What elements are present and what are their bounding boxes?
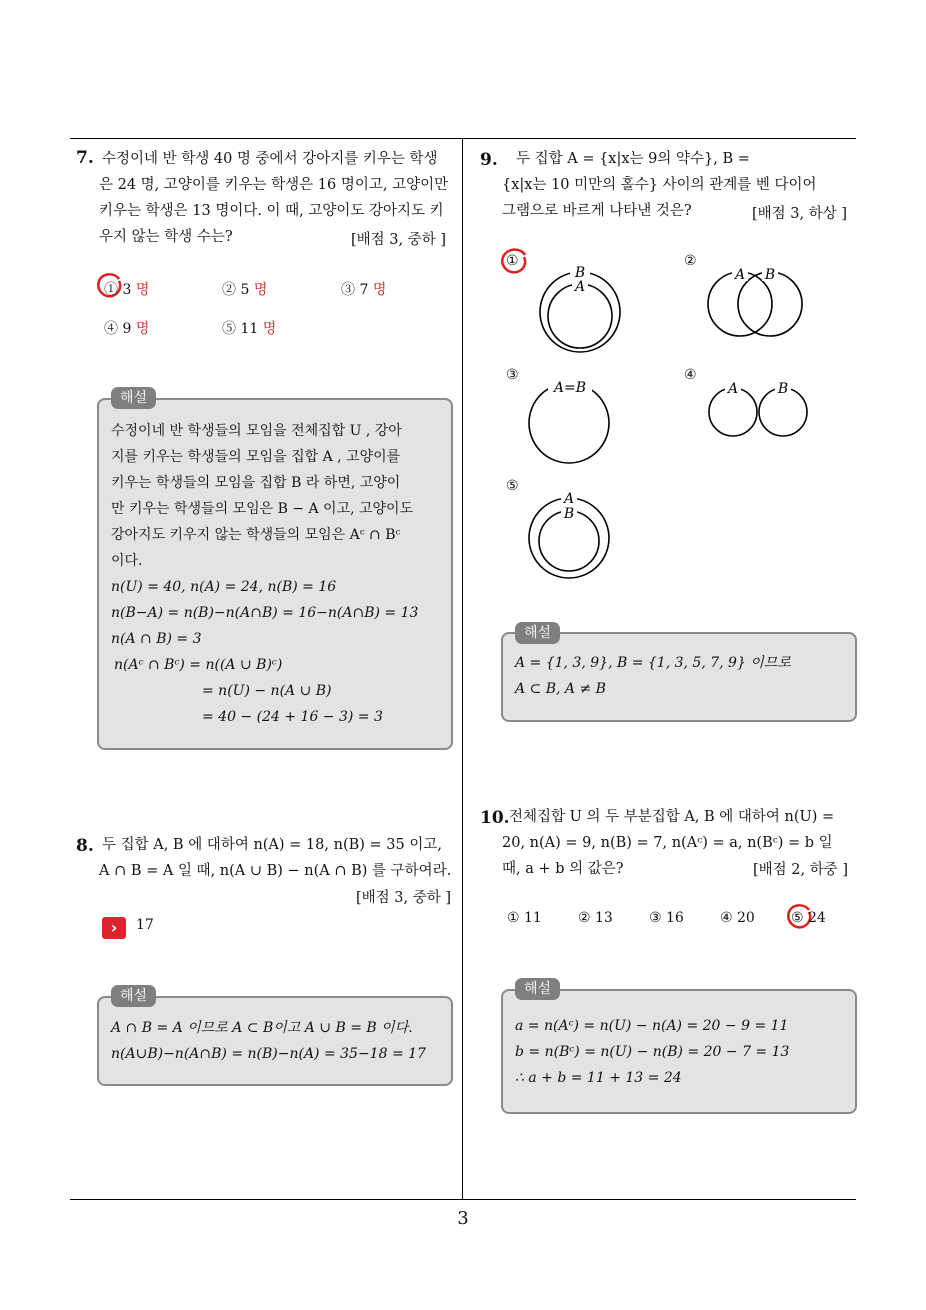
- option-3-mark[interactable]: ③: [506, 367, 519, 383]
- option-4-mark[interactable]: ④: [684, 367, 697, 383]
- question-text-line: 전체집합 U 의 두 부분집합 A, B 에 대하여 n(U) =: [509, 809, 835, 825]
- question-text-line: {x|x는 10 미만의 홀수} 사이의 관계를 벤 다이어: [502, 177, 817, 193]
- solution-tag: 해설: [515, 978, 560, 1000]
- choice-2[interactable]: [222, 279, 267, 299]
- solution-line: 이다.: [111, 553, 143, 569]
- question-text-line: 그램으로 바르게 나타낸 것은?: [502, 203, 692, 219]
- choice-value: 11: [524, 910, 542, 926]
- solution-line: a = n(Aᶜ) = n(U) − n(A) = 20 − 9 = 11: [515, 1018, 789, 1034]
- solution-line: = n(U) − n(A ∪ B): [202, 683, 332, 699]
- choice-value: 7: [359, 282, 369, 298]
- question-text-line: 두 집합 A, B 에 대하여 n(A) = 18, n(B) = 35 이고,: [102, 837, 442, 853]
- question-text-line: 은 24 명, 고양이를 키우는 학생은 16 명이고, 고양이만: [99, 177, 449, 193]
- choice-unit: 명: [135, 282, 150, 298]
- question-text-line: 수정이네 반 학생 40 명 중에서 강아지를 키우는 학생: [102, 151, 438, 167]
- choice-1[interactable]: [507, 910, 542, 926]
- set-label: A: [574, 279, 586, 295]
- set-label: B: [563, 506, 575, 522]
- question-number: 7.: [76, 148, 94, 168]
- choice-value: 3: [122, 282, 132, 298]
- option-1-mark[interactable]: ①: [506, 253, 519, 269]
- solution-line: n(A ∩ B) = 3: [111, 631, 202, 647]
- set-label: B: [777, 381, 789, 397]
- choice-value: 5: [240, 282, 250, 298]
- venn-diagram-option-2: [700, 262, 810, 342]
- choice-unit: 명: [262, 321, 277, 337]
- solution-line: 강아지도 키우지 않는 학생들의 모임은 Aᶜ ∩ Bᶜ: [111, 527, 401, 543]
- choice-mark: ⑤: [791, 910, 804, 926]
- solution-line: n(A∪B)−n(A∩B) = n(B)−n(A) = 35−18 = 17: [111, 1046, 426, 1062]
- solution-line: A = {1, 3, 9}, B = {1, 3, 5, 7, 9} 이므로: [515, 655, 791, 671]
- set-label: A: [734, 267, 746, 283]
- question-text-line: 키우는 학생은 13 명이다. 이 때, 고양이도 강아지도 키: [99, 203, 444, 219]
- question-text-line: 때, a + b 의 값은?: [502, 861, 624, 877]
- choice-5[interactable]: [222, 318, 276, 338]
- score-label: [배점 3, 중하 ]: [356, 890, 452, 906]
- set-label: B: [764, 267, 776, 283]
- set-label: A: [727, 381, 739, 397]
- score-label: [배점 3, 하상 ]: [752, 206, 848, 222]
- question-text-line: 20, n(A) = 9, n(B) = 7, n(Aᶜ) = a, n(Bᶜ) = b 일: [502, 835, 833, 851]
- choice-mark: ③: [341, 282, 355, 298]
- solution-line: = 40 − (24 + 16 − 3) = 3: [202, 709, 383, 725]
- choice-value: 9: [122, 321, 132, 337]
- choice-value: 11: [240, 321, 259, 337]
- solution-line: n(U) = 40, n(A) = 24, n(B) = 16: [111, 579, 337, 595]
- choice-value: 24: [808, 910, 826, 926]
- solution-line: b = n(Bᶜ) = n(U) − n(B) = 20 − 7 = 13: [515, 1044, 790, 1060]
- solution-tag: 해설: [111, 985, 156, 1007]
- choice-value: 16: [666, 910, 684, 926]
- solution-line: ∴ a + b = 11 + 13 = 24: [515, 1070, 682, 1086]
- venn-diagram-option-1: [532, 262, 632, 358]
- solution-line: 수정이네 반 학생들의 모임을 전체집합 U , 강아: [111, 423, 402, 439]
- choice-unit: 명: [253, 282, 268, 298]
- top-rule: [70, 138, 856, 139]
- column-divider: [462, 138, 463, 1200]
- option-5-mark[interactable]: ⑤: [506, 478, 519, 494]
- choice-value: 13: [595, 910, 613, 926]
- choice-unit: 명: [372, 282, 387, 298]
- solution-line: 만 키우는 학생들의 모임은 B − A 이고, 고양이도: [111, 501, 414, 517]
- option-2-mark[interactable]: ②: [684, 253, 697, 269]
- choice-1[interactable]: [104, 279, 149, 299]
- choice-5[interactable]: [791, 910, 826, 926]
- choice-mark: ②: [578, 910, 591, 926]
- venn-diagram-option-4: [702, 378, 812, 444]
- set-label: B: [574, 265, 586, 281]
- arrow-right-icon: ›: [102, 917, 126, 939]
- set-label: A=B: [553, 380, 587, 396]
- solution-line: n(B−A) = n(B)−n(A∩B) = 16−n(A∩B) = 13: [111, 605, 419, 621]
- choice-mark: ③: [649, 910, 662, 926]
- choice-mark: ②: [222, 282, 236, 298]
- choice-mark: ④: [104, 321, 118, 337]
- score-label: [배점 2, 하중 ]: [753, 862, 849, 878]
- choice-4[interactable]: [104, 318, 149, 338]
- venn-diagram-option-5: [524, 488, 620, 582]
- solution-line: A ⊂ B, A ≠ B: [515, 681, 606, 697]
- choice-3[interactable]: [649, 910, 684, 926]
- choice-4[interactable]: [720, 910, 755, 926]
- choice-value: 20: [737, 910, 755, 926]
- solution-tag: 해설: [111, 387, 156, 409]
- choice-mark: ⑤: [222, 321, 236, 337]
- question-text-line: A ∩ B = A 일 때, n(A ∪ B) − n(A ∩ B) 를 구하여라.: [99, 863, 452, 879]
- choice-3[interactable]: [341, 279, 386, 299]
- solution-line: 키우는 학생들의 모임을 집합 B 라 하면, 고양이: [111, 475, 401, 491]
- solution-tag: 해설: [515, 622, 560, 644]
- question-text-line: 두 집합 A = {x|x는 9의 약수}, B =: [516, 151, 750, 167]
- page-number: 3: [457, 1208, 469, 1229]
- solution-line: 지를 키우는 학생들의 모임을 집합 A , 고양이를: [111, 449, 401, 465]
- set-label: A: [563, 491, 575, 507]
- bottom-rule: [70, 1199, 856, 1200]
- answer-value: 17: [136, 917, 154, 933]
- choice-mark: ④: [720, 910, 733, 926]
- question-number: 10.: [480, 808, 510, 828]
- question-number: 9.: [480, 150, 498, 170]
- question-number: 8.: [76, 836, 94, 856]
- venn-diagram-option-3: [524, 376, 620, 468]
- choice-mark: ①: [104, 282, 118, 298]
- solution-line: A ∩ B = A 이므로 A ⊂ B이고 A ∪ B = B 이다.: [111, 1020, 413, 1036]
- solution-line: n(Aᶜ ∩ Bᶜ) = n((A ∪ B)ᶜ): [114, 657, 283, 673]
- choice-unit: 명: [135, 321, 150, 337]
- choice-2[interactable]: [578, 910, 613, 926]
- choice-mark: ①: [507, 910, 520, 926]
- score-label: [배점 3, 중하 ]: [351, 232, 447, 248]
- question-text-line: 우지 않는 학생 수는?: [99, 229, 233, 245]
